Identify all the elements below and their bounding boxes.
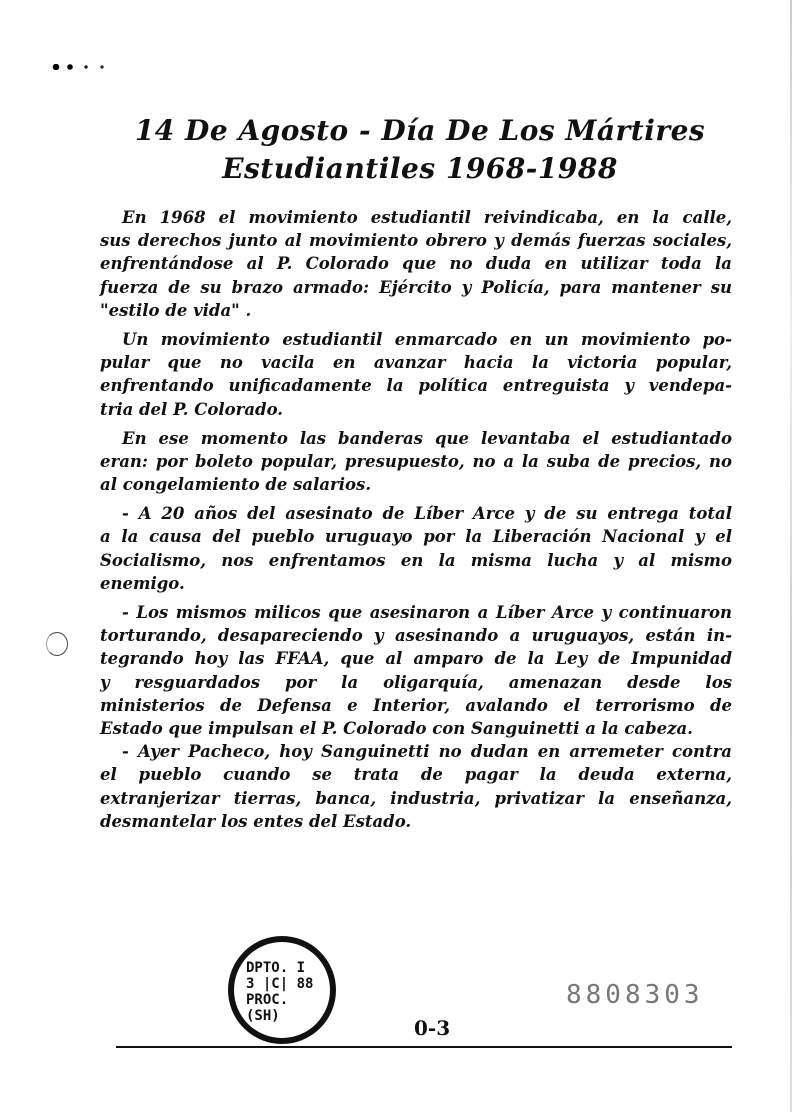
body-line: torturando, desapareciendo y asesinando a uruguayos, están in- [100,626,732,646]
stamp-line: PROC. [246,992,289,1008]
stamp-line: DPTO. I [246,960,306,976]
title-line-2: Estudiantiles 1968-1988 [222,152,618,185]
stamp-line: 3 |C| 88 [246,976,314,992]
body-line: En 1968 el movimiento estudiantil reivindicaba, en la calle, [122,208,732,227]
body-line: a la causa del pueblo uruguayo por la Liberación Nacional y el [100,527,732,547]
body-line: En ese momento las banderas que levantaba el estudiantado [122,428,732,448]
body-line: el pueblo cuando se trata de pagar la deuda externa, [100,765,732,785]
body-line: tria del P. Colorado. [100,399,284,419]
body-line: y resguardados por la oligarquía, amenazan desde los [100,672,732,692]
body-line: enemigo. [100,573,185,593]
body-line: extranjerizar tierras, banca, industria, privatizar la enseñanza, [100,788,732,808]
body-line: Estado que impulsan el P. Colorado con Sanguinetti a la cabeza. [100,718,693,738]
body-line: ministerios de Defensa e Interior, avalando el terrorismo de [100,695,732,715]
scan-artifact-mark [50,64,112,70]
body-line: - Los mismos milicos que asesinaron a Líber Arce y continuaron [122,603,732,622]
body-line: enfrentando unificadamente la política entreguista y vendepa- [100,376,732,396]
document-number: 8808303 [566,980,704,1010]
body-line: desmantelar los entes del Estado. [100,811,412,831]
body-line: pular que no vacila en avanzar hacia la victoria popular, [100,353,732,373]
body-line: Un movimiento estudiantil enmarcado en un movimiento po- [122,329,732,349]
body-line: eran: por boleto popular, presupuesto, no a la suba de precios, no [100,451,732,471]
body-line: Socialismo, nos enfrentamos en la misma lucha y al mismo [100,550,732,570]
archive-stamp-text [246,960,326,1024]
page-number: 0-3 [414,1016,451,1040]
stamp-line: (SH) [246,1008,280,1024]
punch-hole-mark [46,632,68,656]
body-line: - Ayer Pacheco, hoy Sanguinetti no dudan en arremeter contra [122,742,732,762]
document-title [100,112,740,188]
title-line-1: 14 De Agosto - Día De Los Mártires [134,114,706,147]
document-body [100,206,732,833]
scan-edge-line [790,0,792,1112]
body-line: al congelamiento de salarios. [100,475,372,495]
body-line: enfrentándose al P. Colorado que no duda en utilizar toda la [100,254,732,274]
body-line: sus derechos junto al movimiento obrero y demás fuerzas sociales, [100,231,732,251]
body-line: tegrando hoy las FFAA, que al amparo de la Ley de Impunidad [100,649,732,669]
body-line: - A 20 años del asesinato de Líber Arce y de su entrega total [122,504,732,524]
body-line: "estilo de vida" . [100,300,252,320]
bottom-rule [116,1046,732,1048]
body-line: fuerza de su brazo armado: Ejército y Policía, para mantener su [100,277,732,297]
